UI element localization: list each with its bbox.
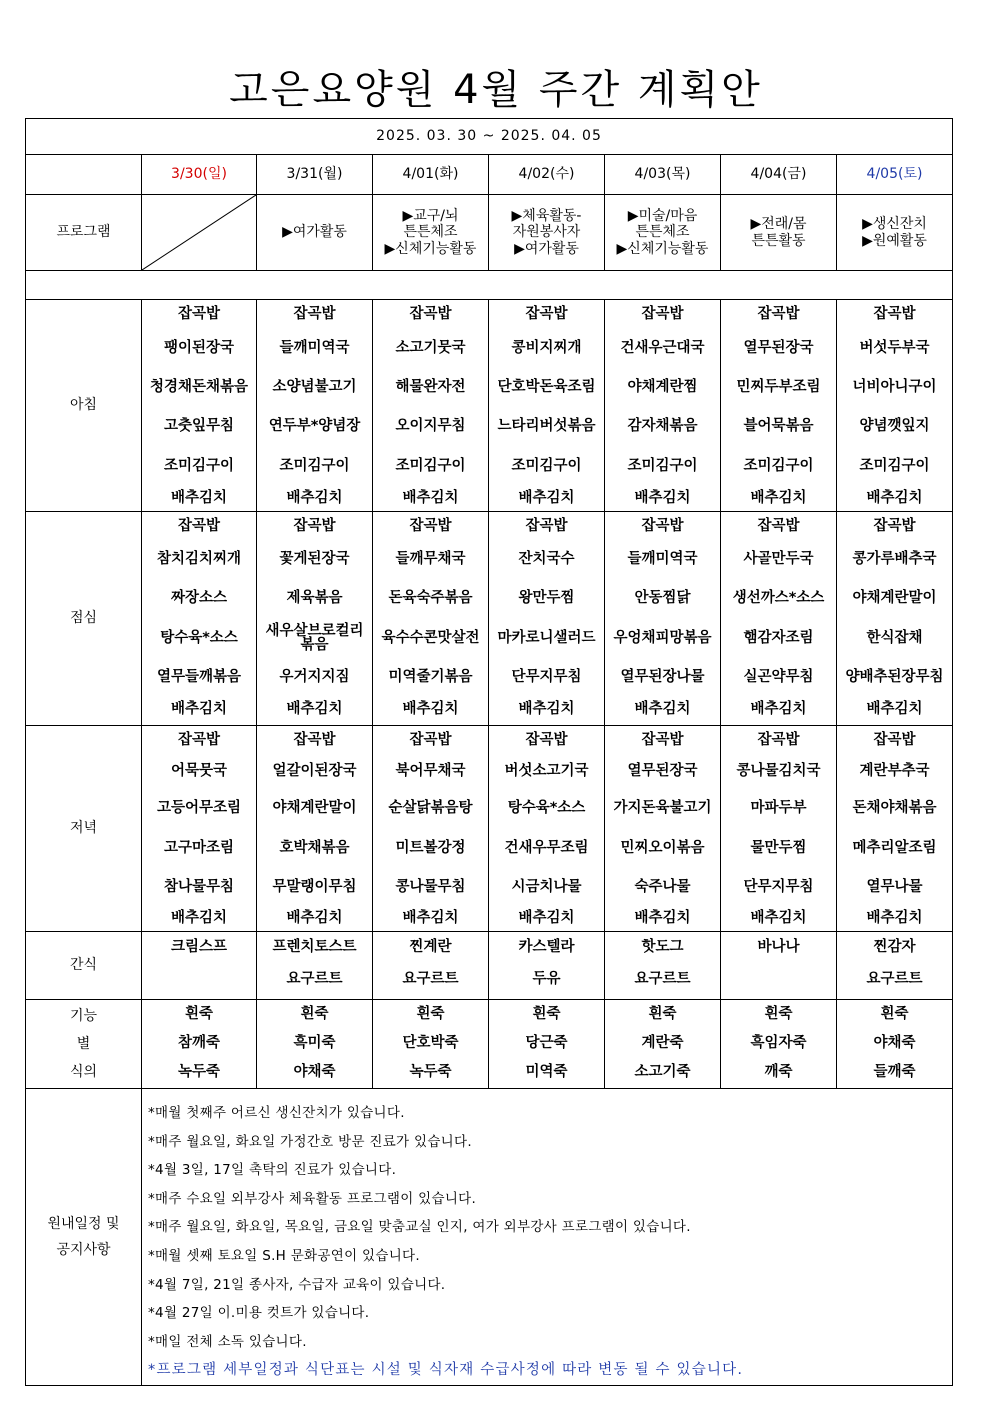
meal-item: 배추김치 (402, 489, 459, 506)
meal-item: 배추김치 (518, 700, 575, 717)
notice-item: *매월 셋째 토요일 S.H 문화공연이 있습니다. (148, 1247, 420, 1264)
meal-item: 얼갈이된장국 (272, 762, 357, 779)
meal-cell (837, 726, 953, 932)
meal-item: 잡곡밥 (293, 517, 336, 534)
meal-cell (605, 726, 721, 932)
program-row (26, 195, 953, 271)
snack-cell (837, 932, 953, 1000)
meal-item: 버섯두부국 (859, 339, 930, 356)
special-diet-cell (257, 1000, 373, 1089)
meal-item: 마파두부 (750, 799, 807, 816)
special-diet-item: 소고기죽 (634, 1064, 691, 1081)
program-line: ▶전래/몸 (750, 216, 807, 233)
meal-item: 순살닭볶음탕 (388, 799, 473, 816)
special-diet-label-line: 별 (76, 1036, 91, 1052)
meal-item: 열무된장나물 (620, 668, 705, 685)
day-header: 4/02(수) (489, 155, 605, 195)
meal-item: 돈육숙주볶음 (388, 589, 473, 606)
meal-item: 탕수육*소스 (160, 629, 238, 646)
meal-cell (142, 300, 257, 512)
special-diet-item: 흰죽 (300, 1006, 329, 1023)
snack-cell (605, 932, 721, 1000)
date-range: 2025. 03. 30 ~ 2025. 04. 05 (26, 119, 953, 155)
meal-cell (837, 512, 953, 726)
meal-item: 배추김치 (750, 700, 807, 717)
meal-item: 미트볼강정 (395, 839, 466, 856)
meal-item: 배추김치 (402, 700, 459, 717)
program-line: 튼튼체조 (403, 224, 458, 241)
meal-item: 우엉채피망볶음 (613, 629, 712, 646)
meal-item: 북어무채국 (395, 762, 466, 779)
meal-item: 잡곡밥 (641, 517, 684, 534)
meal-cell (605, 300, 721, 512)
special-diet-item: 야채죽 (293, 1064, 336, 1081)
meal-item: 배추김치 (634, 700, 691, 717)
notices-label-line: 공지사항 (56, 1242, 111, 1258)
special-diet-row (26, 1000, 953, 1089)
meal-item: 잡곡밥 (641, 731, 684, 748)
program-line: ▶미술/마음 (627, 208, 698, 225)
program-cell (837, 195, 953, 271)
meal-item: 조미김구이 (743, 457, 814, 474)
meal-item: 단무지무침 (743, 878, 814, 895)
meal-item: 왕만두찜 (518, 589, 575, 606)
snack-item: 요구르트 (286, 970, 343, 987)
meal-item: 마카로니샐러드 (497, 629, 596, 646)
meal-item: 열무된장국 (627, 762, 698, 779)
meal-item: 청경채돈채볶음 (149, 378, 249, 395)
notice-item: *4월 27일 이.미용 컷트가 있습니다. (148, 1305, 370, 1322)
meal-item: 참나물무침 (163, 878, 235, 895)
meal-cell (605, 512, 721, 726)
meal-item: 감자채볶음 (627, 417, 698, 434)
meal-item: 들깨미역국 (279, 339, 350, 356)
snack-item: 요구르트 (402, 970, 459, 987)
meal-cell (721, 726, 837, 932)
meal-item: 배추김치 (286, 700, 343, 717)
special-diet-cell (721, 1000, 837, 1089)
meal-item: 시금치나물 (511, 878, 582, 895)
meal-item: 호박채볶음 (279, 839, 350, 856)
meal-item: 콩비지찌개 (511, 339, 582, 356)
meal-item: 숙주나물 (634, 878, 691, 895)
meal-cell (257, 726, 373, 932)
special-diet-cell (489, 1000, 605, 1089)
special-diet-item: 흰죽 (764, 1006, 793, 1023)
meal-cell (489, 726, 605, 932)
special-diet-label-line: 식의 (69, 1064, 98, 1080)
meal-item: 열무들깨볶음 (156, 668, 242, 685)
meal-item: 고등어무조림 (156, 799, 242, 816)
meal-item: 야채계란찜 (627, 378, 698, 395)
day-header: 4/04(금) (721, 155, 837, 195)
diagonal-slash (142, 195, 256, 270)
special-diet-cell (605, 1000, 721, 1089)
notices-label (26, 1089, 142, 1386)
meal-item: 어묵뭇국 (170, 762, 228, 779)
special-diet-item: 야채죽 (873, 1035, 916, 1052)
meal-item: 양배추된장무침 (845, 668, 944, 685)
snack-item: 프렌치토스트 (272, 938, 357, 955)
meal-item: 열무나물 (866, 878, 923, 895)
meal-item: 고구마조림 (163, 839, 235, 856)
meal-item: 잡곡밥 (177, 517, 221, 534)
meal-item: 꽃게된장국 (279, 550, 350, 567)
notice-item: *매주 월요일, 화요일 가정간호 방문 진료가 있습니다. (148, 1133, 472, 1150)
meal-item: 배추김치 (170, 700, 228, 717)
meal-item: 안동찜닭 (634, 589, 691, 606)
special-diet-item: 미역죽 (525, 1064, 568, 1081)
special-diet-item: 흑미죽 (293, 1035, 336, 1052)
meal-item: 콩나물무침 (395, 878, 466, 895)
meal-item: 햄감자조림 (743, 629, 814, 646)
meal-item: 조미김구이 (163, 457, 235, 474)
meal-cell (257, 300, 373, 512)
meal-item: 사골만두국 (743, 550, 814, 567)
snack-cell (142, 932, 257, 1000)
day-header: 4/01(화) (373, 155, 489, 195)
meal-item: 느타리버섯볶음 (497, 417, 596, 434)
meal-item: 연두부*양념장 (268, 417, 361, 434)
special-diet-cell (373, 1000, 489, 1089)
notice-item: *매일 전체 소독 있습니다. (148, 1333, 307, 1350)
notices-row (26, 1089, 953, 1386)
meal-item: 양념깻잎지 (859, 417, 930, 434)
meal-item: 새우살브로컬리볶음 (265, 622, 364, 653)
meal-item: 잡곡밥 (525, 517, 568, 534)
snack-item: 두유 (532, 970, 561, 987)
snack-row (26, 932, 953, 1000)
notices-list (142, 1089, 953, 1386)
notices-label-line: 원내일정 및 (47, 1216, 120, 1232)
special-diet-cell (142, 1000, 257, 1089)
meal-item: 생선까스*소스 (732, 589, 825, 606)
meal-cell (721, 512, 837, 726)
meal-item: 메추리알조림 (852, 839, 937, 856)
snack-cell (373, 932, 489, 1000)
meal-item: 한식잡채 (866, 629, 923, 646)
special-diet-item: 흰죽 (880, 1006, 909, 1023)
meal-item: 배추김치 (634, 489, 691, 506)
meal-cell (142, 726, 257, 932)
meal-item: 무말랭이무침 (272, 878, 357, 895)
meal-item: 배추김치 (518, 489, 575, 506)
meal-item: 너비아니구이 (852, 378, 937, 395)
meal-item: 배추김치 (750, 909, 807, 926)
meal-item: 소고기뭇국 (395, 339, 466, 356)
meal-item: 잡곡밥 (873, 731, 916, 748)
meal-item: 조미김구이 (395, 457, 466, 474)
program-line: ▶교구/뇌 (402, 208, 459, 225)
program-line: ▶체육활동- (511, 208, 582, 225)
meal-item: 우거지지짐 (279, 668, 350, 685)
corner-cell (26, 155, 142, 195)
meal-item: 민찌두부조림 (736, 378, 821, 395)
meal-item: 실곤약무침 (743, 668, 814, 685)
meal-item: 배추김치 (866, 489, 923, 506)
meal-item: 잡곡밥 (757, 305, 800, 322)
snack-item: 찐계란 (409, 938, 452, 955)
program-line: 튼튼체조 (635, 224, 690, 241)
special-diet-item: 당근죽 (525, 1035, 568, 1052)
meal-cell (489, 300, 605, 512)
day-header-row (26, 155, 953, 195)
meal-item: 돈채야채볶음 (852, 799, 937, 816)
meal-cell (142, 512, 257, 726)
meal-item: 배추김치 (170, 489, 228, 506)
snack-cell (721, 932, 837, 1000)
program-line: ▶여가활동 (282, 224, 347, 241)
meal-item: 고춧잎무침 (163, 417, 235, 434)
meal-item: 배추김치 (750, 489, 807, 506)
meal-item: 잔치국수 (518, 550, 575, 567)
snack-item (142, 962, 256, 996)
snack-item: 카스텔라 (518, 938, 575, 955)
meal-item: 조미김구이 (859, 457, 930, 474)
meal-item: 배추김치 (170, 909, 228, 926)
meal-item: 야채계란말이 (272, 799, 357, 816)
meal-cell (837, 300, 953, 512)
breakfast-row (26, 300, 953, 512)
meal-item: 들깨무채국 (395, 550, 466, 567)
program-cell-empty (142, 195, 257, 271)
meal-item: 참치김치찌개 (156, 550, 242, 567)
meal-item: 가지돈육불고기 (613, 799, 712, 816)
meal-item: 잡곡밥 (757, 517, 800, 534)
meal-item: 오이지무침 (395, 417, 466, 434)
program-line: 튼튼활동 (751, 232, 806, 249)
meal-item: 배추김치 (286, 489, 343, 506)
meal-item: 잡곡밥 (757, 731, 800, 748)
meal-cell (373, 300, 489, 512)
meal-item: 블어묵볶음 (743, 417, 814, 434)
meal-item: 잡곡밥 (409, 731, 452, 748)
day-header: 3/30(일) (142, 155, 257, 195)
meal-item: 팽이된장국 (163, 339, 235, 356)
meal-item: 잡곡밥 (525, 305, 568, 322)
snack-item: 크림스프 (170, 938, 228, 955)
meal-item: 조미김구이 (279, 457, 350, 474)
special-diet-label (26, 1000, 142, 1089)
meal-item: 열무된장국 (743, 339, 814, 356)
meal-item: 잡곡밥 (873, 305, 916, 322)
page-title: 고은요양원 4월 주간 계획안 (229, 67, 763, 113)
day-header: 4/03(목) (605, 155, 721, 195)
program-cell (605, 195, 721, 271)
meal-item: 콩가루배추국 (852, 550, 937, 567)
program-cell (489, 195, 605, 271)
meal-item: 콩나물김치국 (736, 762, 821, 779)
meal-item: 소양념불고기 (272, 378, 357, 395)
meal-item: 미역줄기볶음 (388, 668, 473, 685)
special-diet-item: 단호박죽 (402, 1035, 459, 1052)
snack-item: 요구르트 (866, 970, 923, 987)
meal-item: 버섯소고기국 (504, 762, 589, 779)
meal-item: 잡곡밥 (409, 305, 452, 322)
meal-item: 배추김치 (286, 909, 343, 926)
program-cell (257, 195, 373, 271)
special-diet-cell (837, 1000, 953, 1089)
special-diet-item: 흰죽 (648, 1006, 677, 1023)
notice-item: *4월 3일, 17일 촉탁의 진료가 있습니다. (148, 1162, 397, 1179)
meal-item: 야채계란말이 (852, 589, 937, 606)
program-cell (373, 195, 489, 271)
notice-item: *매주 수요일 외부강사 체육활동 프로그램이 있습니다. (148, 1190, 477, 1207)
program-line: ▶생신잔치 (862, 216, 927, 233)
special-diet-label-line: 기능 (69, 1008, 98, 1024)
snack-cell (489, 932, 605, 1000)
program-cell (721, 195, 837, 271)
notice-item: *매월 첫째주 어르신 생신잔치가 있습니다. (148, 1105, 405, 1121)
meal-item: 물만두찜 (750, 839, 807, 856)
meal-item: 건새우무조림 (504, 839, 589, 856)
meal-cell (489, 512, 605, 726)
meal-item: 단호박돈육조림 (497, 378, 596, 395)
meal-item: 잡곡밥 (177, 305, 221, 322)
meal-item: 조미김구이 (511, 457, 582, 474)
special-diet-item: 계란죽 (641, 1035, 684, 1052)
day-header: 3/31(월) (257, 155, 373, 195)
meal-item: 잡곡밥 (409, 517, 452, 534)
snack-cell (257, 932, 373, 1000)
special-diet-item: 흑임자죽 (750, 1035, 807, 1052)
meal-item: 건새우근대국 (620, 339, 705, 356)
snack-label: 간식 (26, 932, 142, 1000)
meal-item: 배추김치 (866, 909, 923, 926)
dinner-row (26, 726, 953, 932)
program-line: ▶신체기능활동 (384, 240, 477, 257)
meal-item: 잡곡밥 (525, 731, 568, 748)
notice-item: *4월 7일, 21일 종사자, 수급자 교육이 있습니다. (148, 1276, 446, 1293)
notice-highlight: *프로그램 세부일정과 식단표는 시설 및 식자재 수급사정에 따라 변동 될 수 있습니다. (148, 1362, 744, 1379)
snack-item: 바나나 (757, 938, 800, 955)
special-diet-item: 참깨죽 (177, 1035, 221, 1052)
special-diet-item: 흰죽 (532, 1006, 561, 1023)
program-label: 프로그램 (26, 195, 142, 271)
spacer-cell (26, 271, 953, 300)
meal-item: 민찌오이볶음 (620, 839, 705, 856)
program-line: ▶원예활동 (862, 232, 927, 249)
program-line: ▶신체기능활동 (616, 240, 709, 257)
meal-item: 잡곡밥 (641, 305, 684, 322)
snack-item (721, 962, 836, 996)
meal-item: 계란부추국 (859, 762, 930, 779)
meal-item: 탕수육*소스 (507, 799, 586, 816)
meal-item: 제육볶음 (286, 589, 343, 606)
special-diet-item: 흰죽 (184, 1006, 213, 1023)
meal-item: 배추김치 (518, 909, 575, 926)
spacer-row (26, 271, 953, 300)
meal-item: 단무지무침 (511, 668, 582, 685)
special-diet-item: 녹두죽 (409, 1064, 452, 1081)
notice-item: *매주 월요일, 화요일, 목요일, 금요일 맞춤교실 인지, 여가 외부강사 프로그램이 있습니다. (148, 1219, 691, 1236)
day-header: 4/05(토) (837, 155, 953, 195)
special-diet-item: 들깨죽 (873, 1064, 916, 1081)
snack-item: 핫도그 (641, 938, 684, 955)
meal-cell (257, 512, 373, 726)
special-diet-item: 흰죽 (416, 1006, 445, 1023)
weekly-plan-table (25, 118, 953, 1386)
snack-item: 찐감자 (873, 938, 916, 955)
lunch-row (26, 512, 953, 726)
meal-item: 배추김치 (402, 909, 459, 926)
meal-item: 잡곡밥 (293, 305, 336, 322)
program-line: 자원봉사자 (512, 224, 581, 241)
meal-item: 배추김치 (866, 700, 923, 717)
breakfast-label: 아침 (26, 300, 142, 512)
meal-cell (721, 300, 837, 512)
meal-item: 배추김치 (634, 909, 691, 926)
program-line: ▶여가활동 (514, 240, 579, 257)
special-diet-item: 깨죽 (764, 1064, 793, 1081)
meal-item: 해물완자전 (395, 378, 466, 395)
meal-cell (373, 726, 489, 932)
meal-item: 잡곡밥 (873, 517, 916, 534)
meal-item: 짜장소스 (170, 589, 228, 606)
meal-item: 들깨미역국 (627, 550, 698, 567)
dinner-label: 저녁 (26, 726, 142, 932)
special-diet-item: 녹두죽 (177, 1064, 221, 1081)
meal-item: 잡곡밥 (177, 731, 221, 748)
lunch-label: 점심 (26, 512, 142, 726)
meal-item: 육수수콘맛살전 (381, 629, 480, 646)
snack-item: 요구르트 (634, 970, 691, 987)
meal-cell (373, 512, 489, 726)
meal-item: 잡곡밥 (293, 731, 336, 748)
meal-item: 조미김구이 (627, 457, 698, 474)
